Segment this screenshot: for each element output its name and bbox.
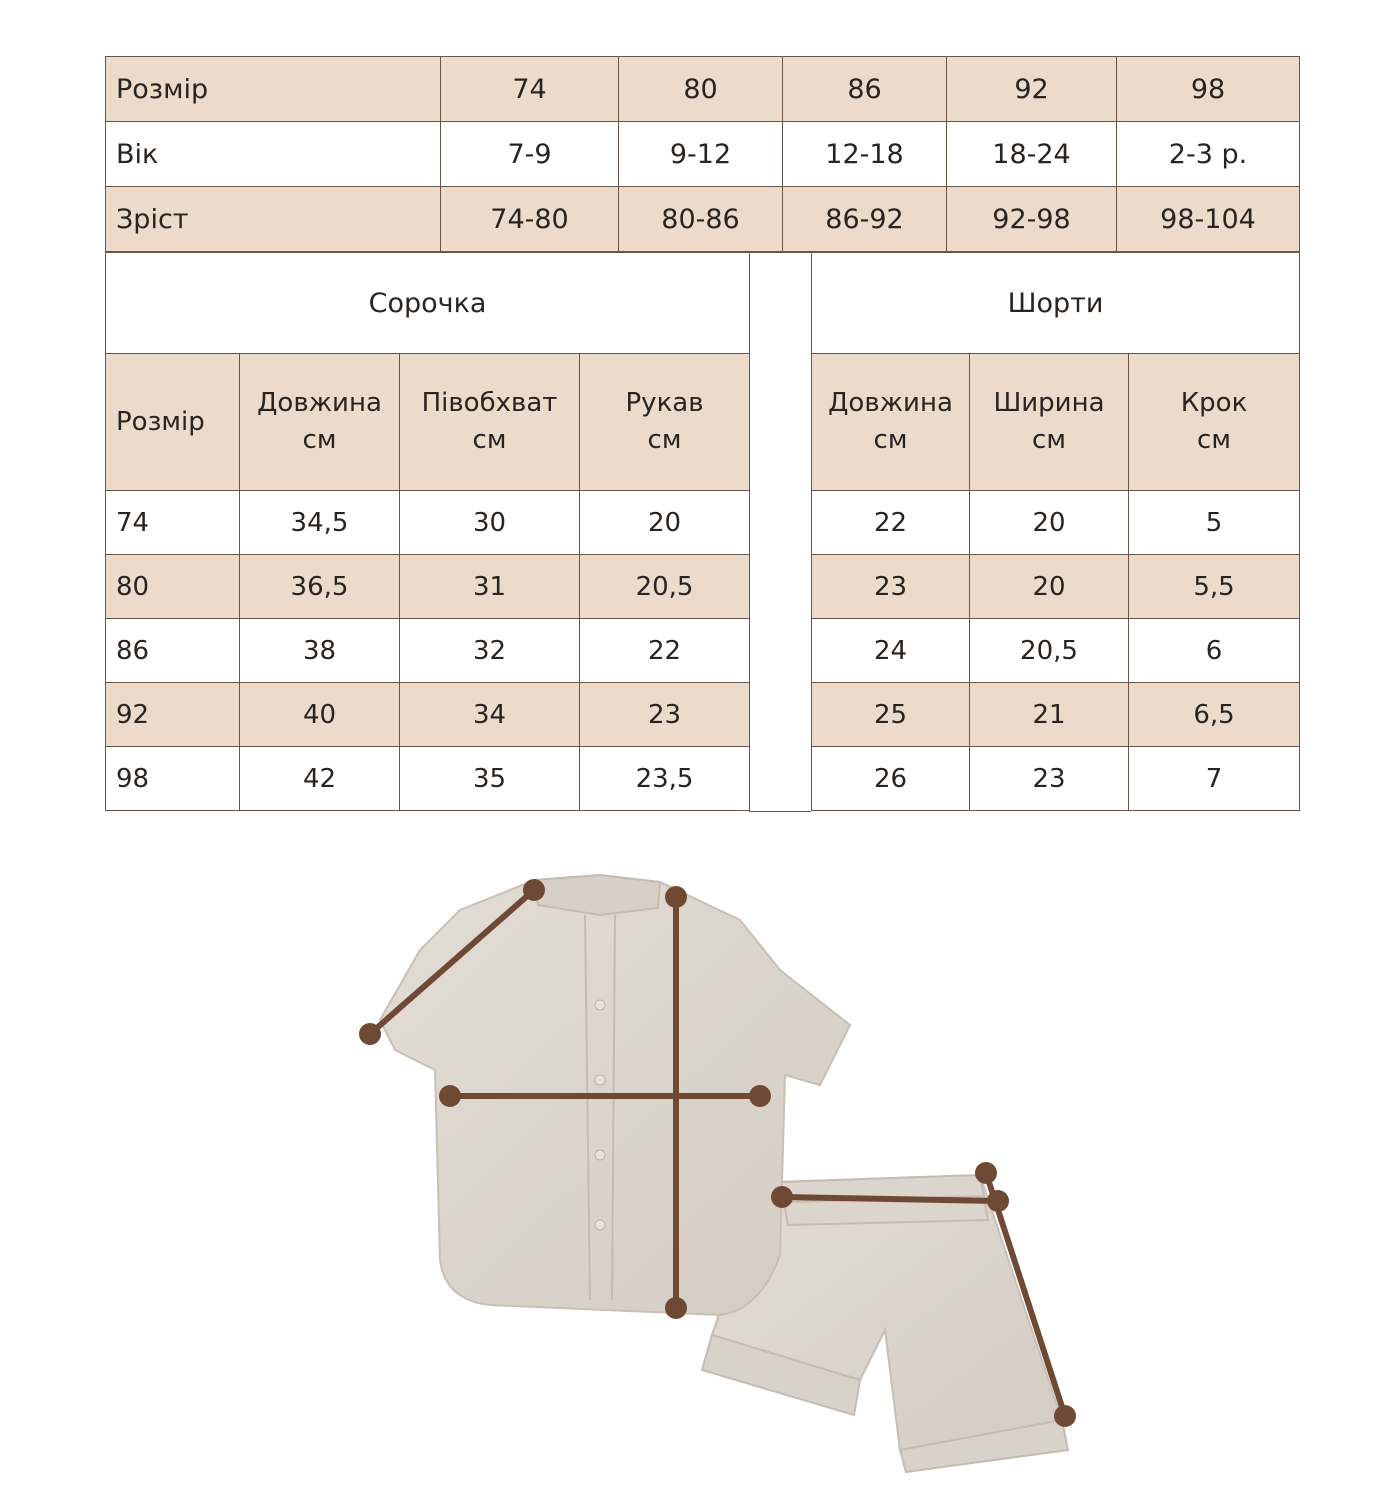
shirt-header-row	[106, 354, 750, 491]
table-cell: 86-92	[783, 187, 947, 252]
table-row	[812, 619, 1300, 683]
table-cell: 86	[783, 57, 947, 122]
table-cell: 7	[1129, 747, 1300, 811]
table-cell: 5,5	[1129, 555, 1300, 619]
header-unit: см	[873, 425, 908, 455]
shirt-title-row	[106, 253, 750, 354]
table-cell: 22	[580, 619, 750, 683]
header-half-chest	[400, 354, 580, 491]
table-cell: 34	[400, 683, 580, 747]
header-unit: см	[647, 425, 682, 455]
row-label: Розмір	[106, 57, 441, 122]
header-size: Розмір	[106, 354, 240, 491]
table-cell: 20	[970, 491, 1129, 555]
size-age-height-table	[105, 56, 1300, 252]
table-cell: 74-80	[441, 187, 619, 252]
table-cell: 34,5	[240, 491, 400, 555]
table-cell: 74	[441, 57, 619, 122]
header-length	[240, 354, 400, 491]
header-sleeve	[580, 354, 750, 491]
shirt-title: Сорочка	[106, 253, 750, 354]
table-cell: 74	[106, 491, 240, 555]
table-row	[106, 619, 750, 683]
table-cell: 20	[580, 491, 750, 555]
table-cell: 32	[400, 619, 580, 683]
header-inseam	[1129, 354, 1300, 491]
table-cell: 92-98	[947, 187, 1117, 252]
header-unit: см	[472, 425, 507, 455]
header-unit: см	[1032, 425, 1066, 455]
header-text: Рукав	[625, 388, 704, 418]
table-cell: 6	[1129, 619, 1300, 683]
table-cell: 31	[400, 555, 580, 619]
table-cell: 9-12	[619, 122, 783, 187]
shorts-width-measure-line	[782, 1197, 998, 1201]
table-cell: 23	[580, 683, 750, 747]
header-text: Довжина	[828, 388, 953, 418]
table-cell: 24	[812, 619, 970, 683]
shorts-title: Шорти	[812, 253, 1300, 354]
table-cell: 92	[106, 683, 240, 747]
table-row	[106, 491, 750, 555]
header-width	[970, 354, 1129, 491]
table-cell: 98	[1117, 57, 1300, 122]
shorts-title-row	[812, 253, 1300, 354]
size-row	[106, 57, 1300, 122]
table-row	[812, 683, 1300, 747]
table-divider	[749, 252, 811, 812]
table-cell: 20,5	[970, 619, 1129, 683]
header-unit: см	[302, 425, 337, 455]
header-unit: см	[1197, 425, 1231, 455]
table-cell: 26	[812, 747, 970, 811]
garment-measurement-illustration	[340, 860, 1080, 1480]
table-cell: 2-3 р.	[1117, 122, 1300, 187]
table-cell: 18-24	[947, 122, 1117, 187]
table-cell: 80-86	[619, 187, 783, 252]
shirt-measurements-table	[105, 252, 750, 811]
table-row	[106, 747, 750, 811]
table-cell: 98	[106, 747, 240, 811]
table-cell: 42	[240, 747, 400, 811]
shorts-header-row	[812, 354, 1300, 491]
table-cell: 5	[1129, 491, 1300, 555]
table-cell: 30	[400, 491, 580, 555]
table-cell: 86	[106, 619, 240, 683]
table-cell: 12-18	[783, 122, 947, 187]
table-cell: 23,5	[580, 747, 750, 811]
table-cell: 23	[812, 555, 970, 619]
table-cell: 6,5	[1129, 683, 1300, 747]
table-cell: 98-104	[1117, 187, 1300, 252]
table-cell: 35	[400, 747, 580, 811]
table-row	[812, 555, 1300, 619]
table-cell: 40	[240, 683, 400, 747]
table-cell: 92	[947, 57, 1117, 122]
table-cell: 25	[812, 683, 970, 747]
header-text: Довжина	[257, 388, 382, 418]
header-length	[812, 354, 970, 491]
table-cell: 38	[240, 619, 400, 683]
height-row	[106, 187, 1300, 252]
table-cell: 80	[619, 57, 783, 122]
table-cell: 22	[812, 491, 970, 555]
row-label: Зріст	[106, 187, 441, 252]
table-cell: 20	[970, 555, 1129, 619]
header-text: Крок	[1180, 388, 1248, 418]
table-cell: 80	[106, 555, 240, 619]
table-row	[106, 555, 750, 619]
row-label: Вік	[106, 122, 441, 187]
table-cell: 7-9	[441, 122, 619, 187]
table-row	[812, 491, 1300, 555]
table-cell: 20,5	[580, 555, 750, 619]
age-row	[106, 122, 1300, 187]
header-text: Ширина	[993, 388, 1105, 418]
shorts-measurements-table	[811, 252, 1300, 811]
table-row	[812, 747, 1300, 811]
table-cell: 23	[970, 747, 1129, 811]
table-cell: 21	[970, 683, 1129, 747]
table-row	[106, 683, 750, 747]
header-text: Півобхват	[421, 388, 558, 418]
table-cell: 36,5	[240, 555, 400, 619]
